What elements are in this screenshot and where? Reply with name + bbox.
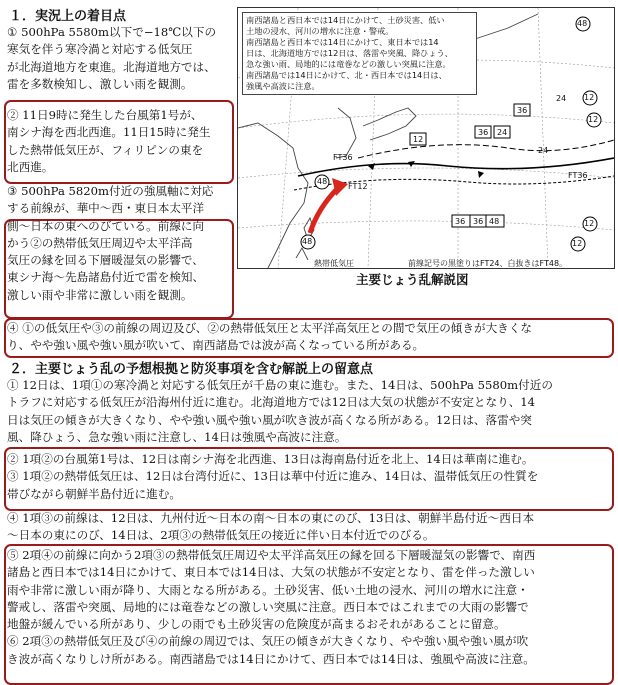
map-time-label: 36 — [473, 217, 484, 226]
map-time-label: 48 — [317, 177, 328, 186]
text-line: トラフに対応する低気圧が沿海州付近に進む。北海道地方では12日は大気の状態が不安定となり、14 — [7, 395, 536, 410]
map-time-label: 36 — [517, 106, 528, 115]
front-label: FT12 — [348, 182, 368, 191]
section2-items5-6 — [7, 547, 611, 668]
note-line: 強風や高波に注意。 — [246, 81, 320, 91]
note-line: 南西諸島と西日本では14日にかけて、土砂災害、低い — [246, 15, 445, 25]
text-line: ③ 500hPa 5820m付近の強風軸に対応 — [7, 184, 214, 198]
front-label: FT36 — [333, 153, 353, 162]
text-line: 警戒し、落雷や突風、局地的には竜巻などの激しい突風に注意。西日本ではこれまでの大雨の影響で — [7, 599, 529, 614]
text-line: き波が高くなりしけ所がある。南西諸島では14日にかけて、西日本では14日は、強風や高波に注意。 — [7, 651, 535, 666]
text-line: 帯びながら朝鮮半島付近に進む。 — [7, 486, 181, 501]
map-time-label: 12 — [413, 135, 424, 144]
text-line: ① 500hPa 5580m以下で−18℃以下の — [7, 25, 217, 39]
text-line: 側〜日本の東へのびている。前線に向 — [7, 218, 205, 233]
map-time-label: 48 — [302, 237, 313, 246]
legend-note: 前線記号の黒塗りはFT24、白抜きはFT48。 — [408, 259, 568, 268]
text-line: 日は気圧の傾きが大きくなり、やや強い風や強い風が吹き波が高くなる所がある。12日は、落雷や突 — [7, 412, 532, 427]
section1-item4 — [7, 320, 611, 355]
text-line: ① 12日は、1項①の寒冷渦と対応する低気圧が千島の東に進む。また、14日は、500hPa 5580m付近の — [7, 378, 553, 392]
section1-item1 — [7, 24, 235, 93]
text-line: ④ 1項③の前線は、12日は、九州付近〜日本の南〜日本の東にのび、13日は、朝鮮半島付近〜西日本 — [7, 511, 535, 525]
text-line: 地盤が緩んでいる所があり、少しの雨でも土砂災害の危険度が高まるおそれがあることに留意。 — [7, 617, 506, 632]
section2-item4 — [7, 510, 611, 545]
map-time-label: 48 — [577, 19, 588, 28]
map-time-label: 12 — [584, 93, 595, 102]
text-line: ⑤ 2項④の前線に向かう2項③の熱帯低気圧周辺や太平洋高気圧の縁を回る下層暖湿気の影響で、南西 — [7, 548, 536, 562]
text-line: 風、降ひょう、急な強い雨に注意し、14日は強風や高波に注意。 — [7, 429, 347, 444]
note-line: 日は、北海道地方では12日は、落雷や突風、降ひょう、 — [246, 48, 453, 58]
text-line: ⑥ 2項③の熱帯低気圧及び④の前線の周辺では、気圧の傾きが大きくなり、やや強い風や強い風が吹 — [7, 634, 529, 649]
map-time-label: 12 — [572, 239, 583, 248]
depression-label: 熱帯低気圧 — [314, 259, 354, 268]
front-line-ft48 — [358, 140, 614, 158]
text-line: ③ 1項②の熱帯低気圧は、12日は台湾付近に、13日は華中付近に進み、14日は、温帯低気圧の性質を — [7, 469, 539, 484]
section2-heading: ２．主要じょう乱の予想根拠と防災事項を含む解説上の留意点 — [9, 362, 374, 377]
map-time-label: 24 — [556, 94, 567, 103]
text-line: 雨や非常に激しい雨が降り、大雨となる所がある。土砂災害、低い土地の浸水、河川の増水に注意・ — [7, 582, 529, 597]
text-line: 激しい雨や非常に激しい雨を観測。 — [7, 287, 193, 302]
note-line: 土地の浸水、河川の増水に注意・警戒。 — [246, 26, 394, 36]
text-line: 北西進。 — [7, 159, 54, 174]
text-line: 〜日本の東にのび、14日は、2項③の熱帯低気圧の接近に伴い日本付近でのびる。 — [7, 528, 435, 543]
map-caption: 主要じょう乱解説図 — [356, 272, 469, 287]
text-line: ④ ①の低気圧や③の前線の周辺及び、②の熱帯低気圧と太平洋高気圧との間で気圧の傾きが大きくな — [7, 321, 532, 335]
front-label: FT36 — [568, 171, 588, 180]
text-line: 寒気を伴う寒冷渦と対応する低気圧 — [7, 42, 193, 57]
section1-item3 — [7, 183, 231, 304]
text-line: 諸島と西日本では14日にかけて、東日本では14日は、大気の状態が不安定となり、雷を伴った激しい — [7, 565, 535, 580]
weather-map — [237, 7, 615, 269]
map-time-label: 48 — [489, 217, 500, 226]
track-arrow — [310, 188, 338, 233]
section1-heading: １．実況上の着目点 — [9, 9, 127, 24]
text-line: が北海道地方を東進。北海道地方では、 — [7, 59, 216, 74]
text-line: する前線が、華中〜西・東日本太平洋 — [7, 201, 205, 216]
section1-item2 — [7, 107, 231, 176]
text-line: り、やや強い風や強い風が吹いて、南西諸島では波が高くなっている所がある。 — [7, 338, 425, 353]
map-time-label: 12 — [588, 115, 599, 124]
text-line: 南シナ海を西北西進。11日15時に発生 — [7, 125, 211, 140]
note-line: 南西諸島では14日にかけて、北・西日本では14日は、 — [246, 70, 447, 80]
map-time-label: 36 — [478, 128, 489, 137]
warning-note-box — [242, 12, 477, 95]
text-line: ② 11日9時に発生した台風第1号が、 — [7, 108, 203, 122]
map-time-label: 24 — [497, 128, 508, 137]
section2-item1 — [7, 377, 611, 446]
map-time-label: 36 — [455, 217, 466, 226]
text-line: した熱帯低気圧が、フィリピンの東を — [7, 142, 204, 157]
text-line: ② 1項②の台風第1号は、12日は南シナ海を北西進、13日は海南島付近を北上、14日は華南に進む。 — [7, 452, 534, 466]
section2-items2-3 — [7, 451, 611, 503]
note-line: 急な強い雨、局地的には竜巻などの激しい突風に注意。 — [246, 59, 451, 69]
text-line: 気圧の縁を回る下層暖湿気の影響で、 — [7, 253, 204, 268]
map-time-label: 12 — [584, 219, 595, 228]
text-line: 東シナ海〜先島諸島付近で雷を検知、 — [7, 270, 205, 285]
text-line: かう②の熱帯低気圧周辺や太平洋高 — [7, 235, 193, 250]
map-time-label: 24 — [538, 146, 549, 155]
text-line: 雷を多数検知し、激しい雨を観測。 — [7, 76, 193, 91]
note-line: 南西諸島と西日本では14日にかけて、東日本では14 — [246, 37, 439, 47]
